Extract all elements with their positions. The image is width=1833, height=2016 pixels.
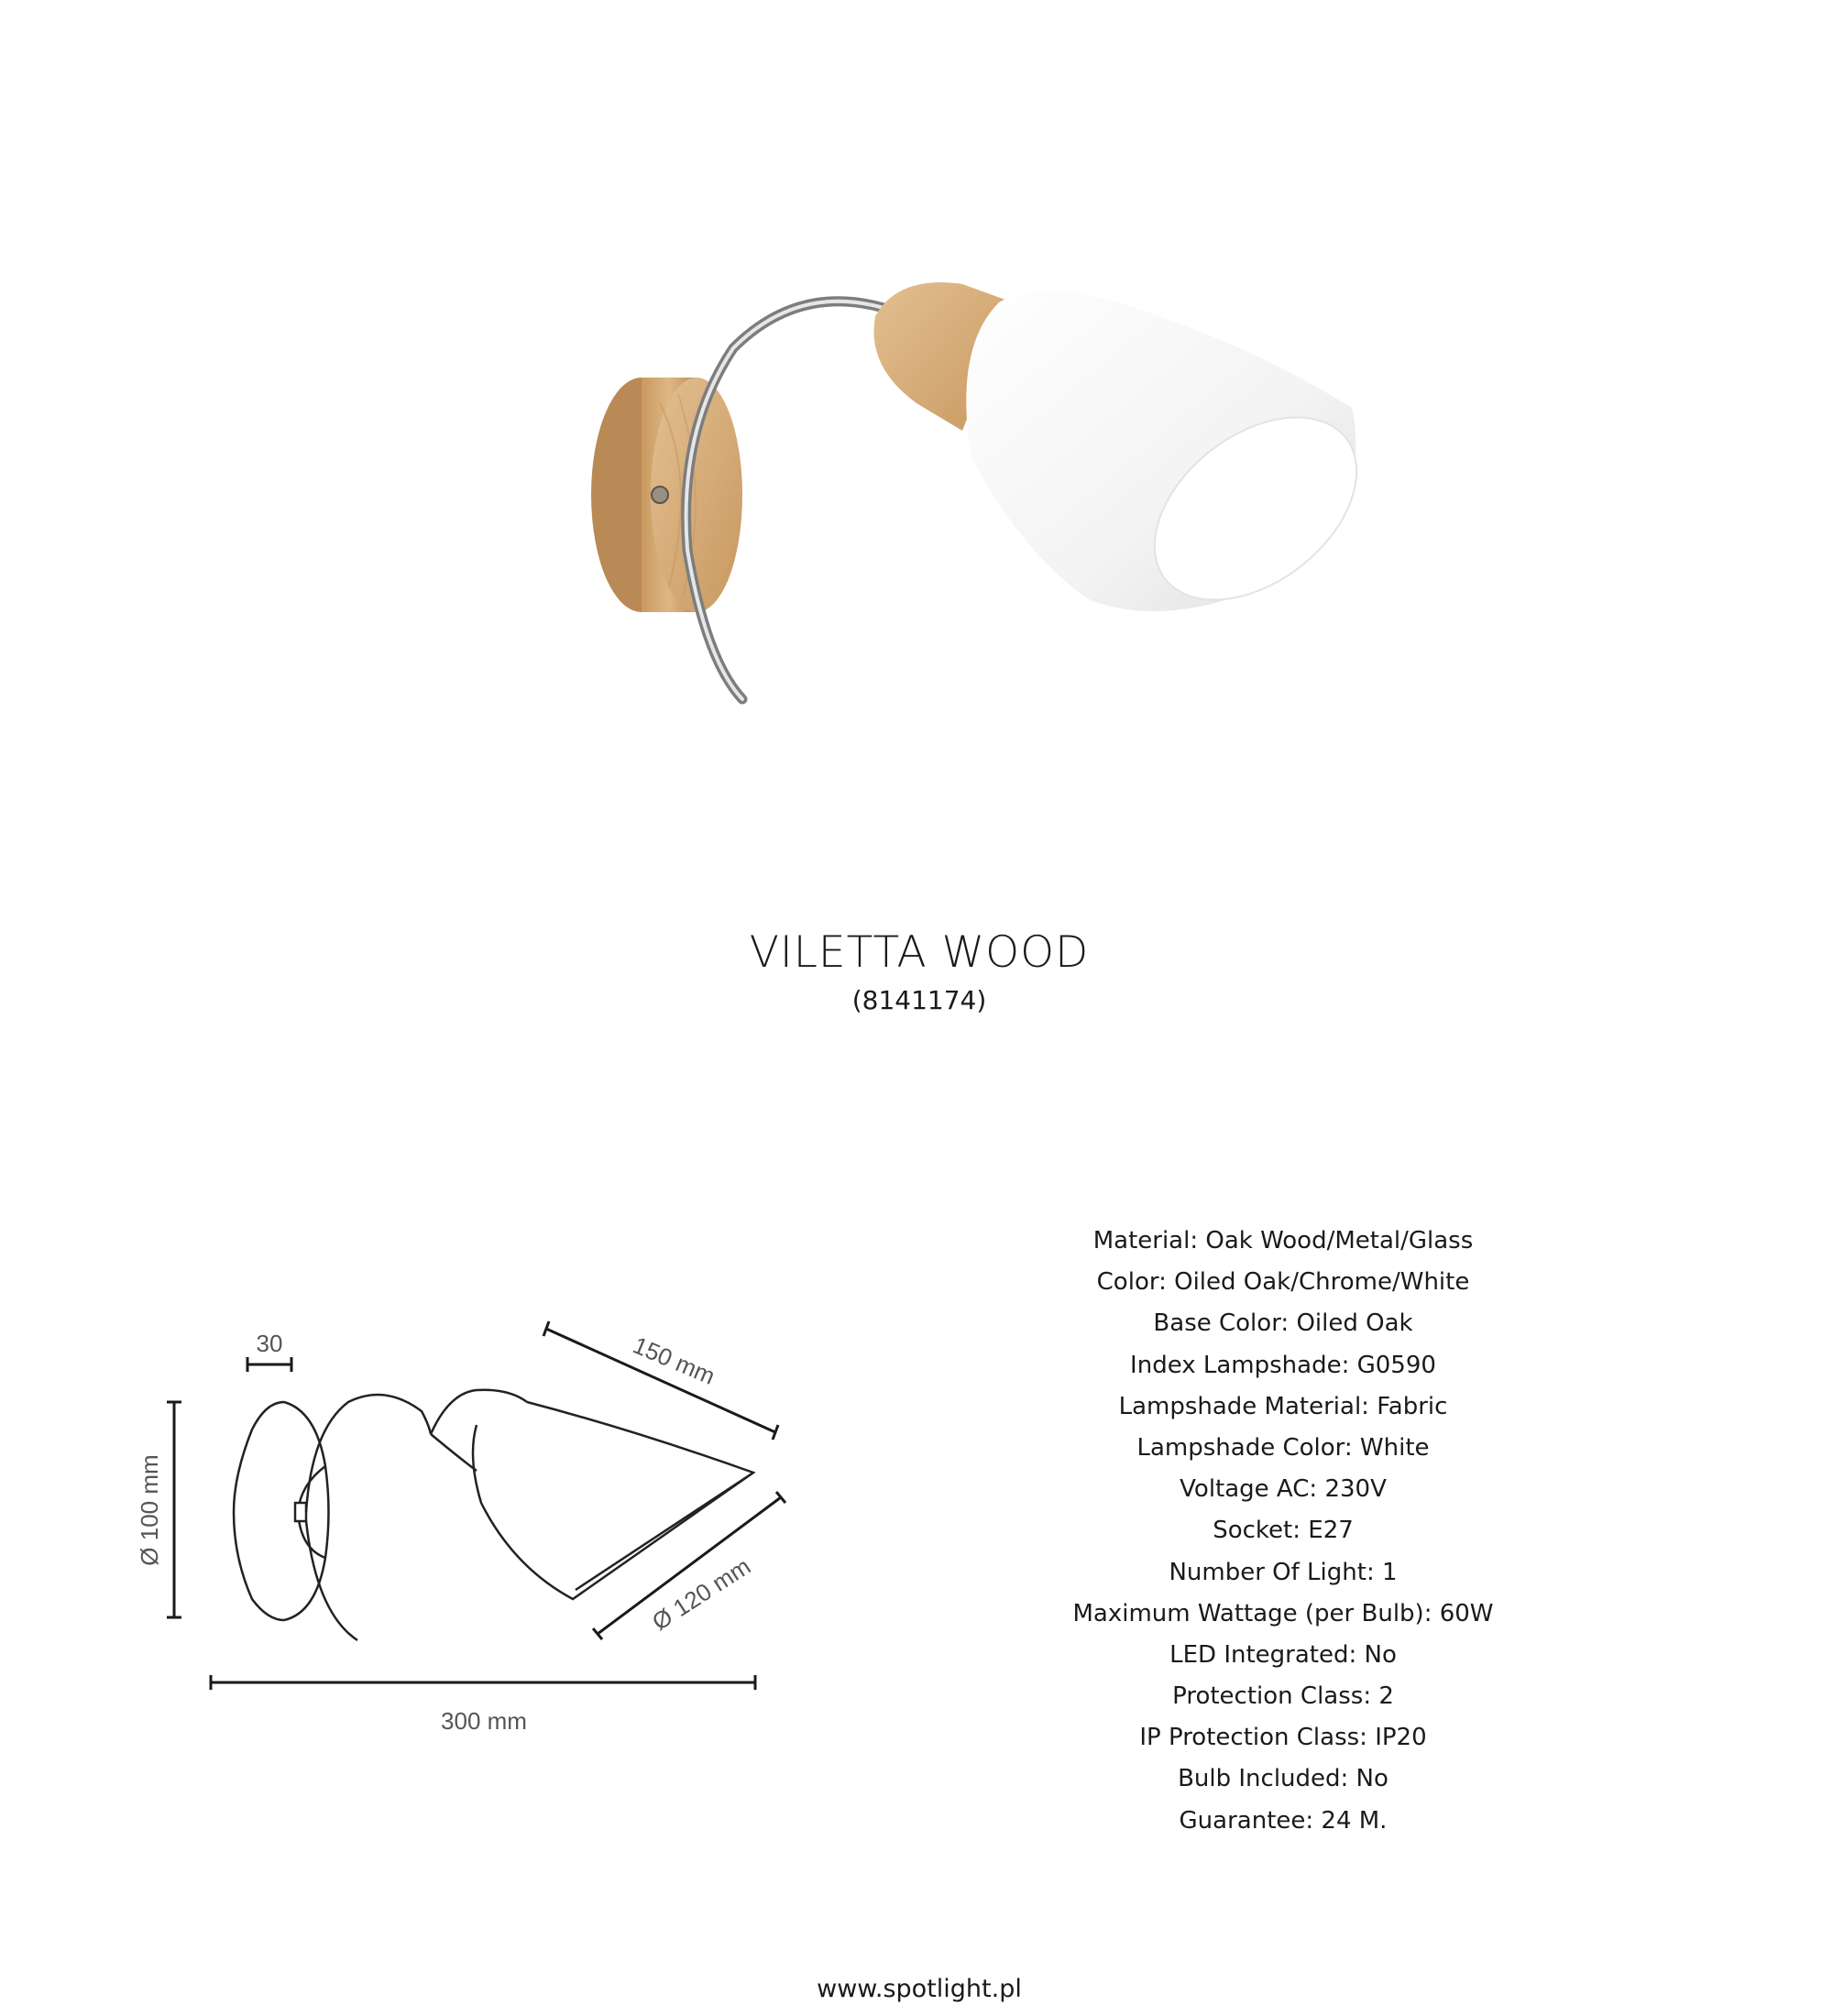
dim-total-length-label: 300 mm	[441, 1707, 527, 1732]
spec-ip-class: IP Protection Class: IP20	[1139, 1724, 1427, 1752]
spec-list	[1008, 1221, 1558, 1842]
footer-website: www.spotlight.pl	[817, 1975, 1022, 2003]
spec-guarantee: Guarantee: 24 M.	[1179, 1806, 1388, 1835]
spec-base-color: Base Color: Oiled Oak	[1153, 1309, 1413, 1338]
spec-index-lampshade: Index Lampshade: G0590	[1130, 1351, 1436, 1379]
spec-lampshade-color: Lampshade Color: White	[1136, 1433, 1430, 1462]
spec-material: Material: Oak Wood/Metal/Glass	[1092, 1227, 1474, 1255]
spec-bulb-included: Bulb Included: No	[1178, 1765, 1388, 1793]
spec-protection-class: Protection Class: 2	[1172, 1682, 1394, 1711]
dim-depth-label: 30	[256, 1330, 283, 1357]
dim-shade-length-label: 150 mm	[629, 1331, 719, 1390]
dim-shade-diameter-label: Ø 120 mm	[647, 1551, 756, 1637]
chrome-arm	[652, 301, 907, 699]
spec-max-wattage: Maximum Wattage (per Bulb): 60W	[1072, 1599, 1494, 1627]
spec-color: Color: Oiled Oak/Chrome/White	[1096, 1268, 1470, 1297]
product-photo	[495, 266, 1375, 724]
spec-number-of-light: Number Of Light: 1	[1169, 1558, 1398, 1586]
glass-shade	[966, 290, 1375, 637]
dim-base-diameter-label: Ø 100 mm	[136, 1454, 163, 1566]
spec-socket: Socket: E27	[1213, 1517, 1354, 1545]
product-title: VILETTA WOOD	[749, 927, 1090, 978]
technical-drawing	[128, 1310, 788, 1732]
spec-led-integrated: LED Integrated: No	[1169, 1640, 1397, 1669]
spec-lampshade-material: Lampshade Material: Fabric	[1118, 1392, 1448, 1420]
product-code: (8141174)	[851, 985, 987, 1015]
spec-voltage: Voltage AC: 230V	[1180, 1475, 1387, 1504]
